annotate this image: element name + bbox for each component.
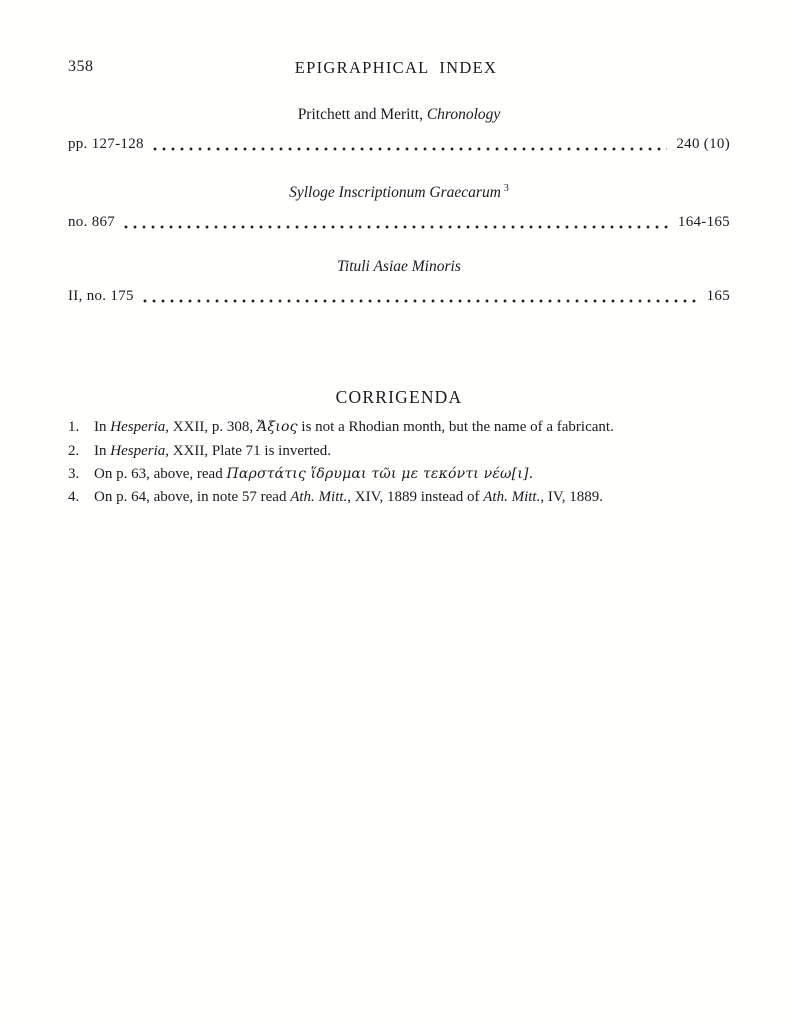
index-entry (68, 286, 730, 306)
text-segment-roman: On p. 63, above, read (94, 465, 227, 482)
item-text (94, 463, 730, 486)
text-segment-italic: Chronology (426, 106, 501, 123)
corrigenda-item (68, 416, 730, 439)
corrigenda-list (68, 416, 730, 510)
corrigenda-title: CORRIGENDA (335, 387, 463, 408)
dot-leader (124, 225, 669, 229)
text-segment-italic: Hesperia (110, 419, 166, 436)
index-section-pritchett-meritt-chronology (68, 105, 730, 154)
index-section-tituli-asiae-minoris (68, 257, 730, 306)
text-segment-roman: In (94, 419, 111, 436)
section-heading (68, 105, 730, 124)
text-segment-greek: Παρστάτις ἵδρυμαι τῶι με τεκόντι νέω[ι]. (226, 465, 534, 482)
text-segment-roman: is not a Rhodian month, but the name of a fabricant. (297, 419, 614, 436)
item-number: 3. (68, 465, 80, 482)
dot-leader (153, 147, 668, 151)
item-text (94, 486, 730, 509)
text-segment-greek: Ἄξιος (256, 419, 298, 436)
text-segment-italic: Ath. Mitt. (290, 489, 348, 506)
page-number: 358 (68, 58, 94, 75)
text-segment-italic: Ath. Mitt. (483, 489, 541, 506)
text-segment-italic: Hesperia (110, 442, 166, 459)
corrigenda-section (68, 386, 730, 510)
page-header (68, 58, 730, 77)
running-head-title: EPIGRAPHICAL INDEX (294, 58, 498, 77)
corrigenda-item (68, 440, 730, 463)
text-segment-roman: Pritchett and Meritt, (297, 106, 427, 123)
text-segment-roman: , XXII, p. 308, (165, 419, 257, 436)
item-number: 4. (68, 489, 80, 506)
item-number: 2. (68, 442, 80, 459)
index-entry (68, 212, 730, 232)
index-section-sylloge-inscriptionum-graecarum (68, 179, 730, 232)
text-segment-italic: Tituli Asiae Minoris (337, 258, 461, 276)
entry-label: pp. 127-128 (68, 136, 144, 152)
entry-page-ref: 165 (706, 288, 730, 305)
entry-page-ref: 240 (10) (676, 136, 730, 152)
section-heading (68, 257, 730, 276)
dot-leader (143, 299, 698, 303)
text-segment-italic: Sylloge Inscriptionum Graecarum (289, 184, 501, 202)
text-segment-roman: , XXII, Plate 71 is inverted. (165, 442, 332, 459)
section-heading (68, 179, 730, 202)
index-entry (68, 134, 730, 154)
corrigenda-item (68, 463, 730, 486)
entry-label: II, no. 175 (68, 288, 134, 305)
text-segment-roman: , IV, 1889. (540, 489, 603, 506)
text-segment-sup: 3 (503, 183, 509, 194)
item-text (94, 440, 730, 463)
entry-label: no. 867 (68, 214, 116, 231)
item-text (94, 416, 730, 439)
corrigenda-item (68, 486, 730, 509)
text-segment-roman: , XIV, 1889 instead of (347, 489, 484, 506)
text-segment-roman: In (94, 442, 111, 459)
entry-page-ref: 164-165 (677, 214, 730, 231)
text-segment-roman: On p. 64, above, in note 57 read (94, 489, 291, 506)
item-number: 1. (68, 419, 80, 436)
